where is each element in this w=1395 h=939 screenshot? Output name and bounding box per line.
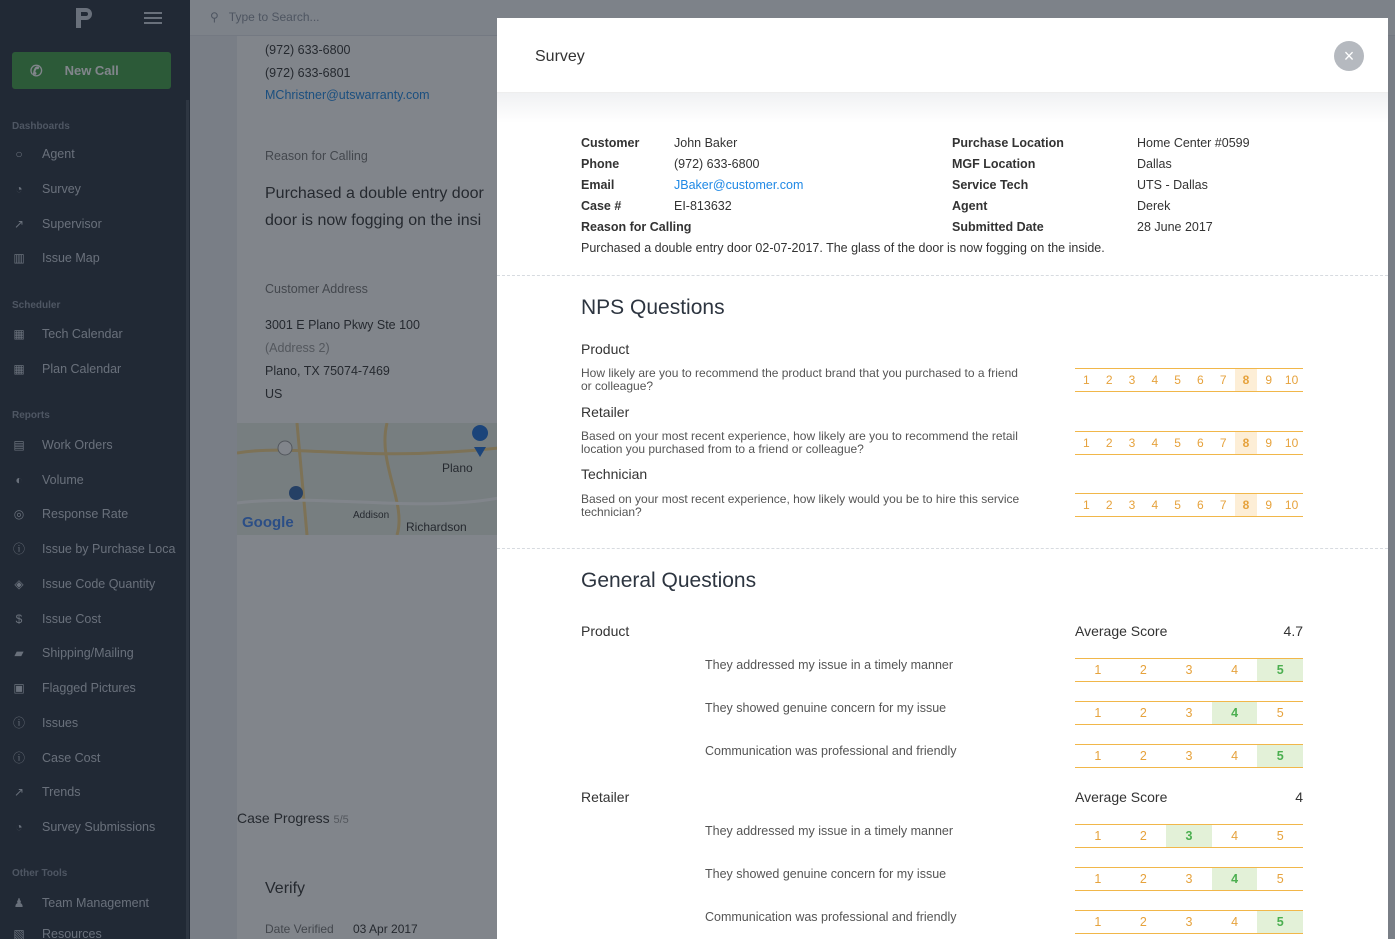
info-label-customer: Customer — [581, 136, 640, 150]
general-rating-option[interactable]: 4 — [1231, 829, 1239, 843]
nps-rating-option[interactable]: 9 — [1265, 498, 1273, 512]
average-score-value: 4.7 — [1283, 623, 1303, 639]
general-question-text: They addressed my issue in a timely manner — [705, 658, 954, 672]
general-section-title: General Questions — [581, 569, 757, 592]
general-rating-option[interactable]: 3 — [1185, 706, 1193, 720]
info-value-customer: John Baker — [674, 136, 738, 150]
nps-rating-option[interactable]: 6 — [1197, 498, 1204, 512]
general-group-label: Retailer — [581, 789, 630, 805]
general-group-label: Product — [581, 623, 630, 639]
general-rating-option[interactable]: 2 — [1139, 749, 1147, 763]
info-label-reason: Reason for Calling — [581, 220, 692, 234]
section-divider — [497, 548, 1388, 549]
general-rating-option[interactable]: 5 — [1257, 745, 1303, 767]
question-line: technician? — [581, 505, 642, 519]
nps-rating-scale — [1075, 493, 1303, 517]
average-score — [1075, 623, 1303, 639]
nps-rating-option[interactable]: 1 — [1083, 373, 1090, 387]
general-question-text: They showed genuine concern for my issue — [705, 867, 947, 881]
average-score-value: 4 — [1295, 789, 1303, 805]
general-rating-option[interactable]: 4 — [1212, 702, 1258, 724]
average-score — [1075, 789, 1303, 805]
general-rating-option[interactable]: 2 — [1139, 872, 1147, 886]
question-line: Based on your most recent experience, how likely would you be to hire this service — [581, 492, 1020, 506]
info-value-agent: Derek — [1137, 199, 1171, 213]
nps-question-text — [581, 430, 1061, 456]
nps-question-label: Product — [581, 341, 630, 357]
general-question-text: They addressed my issue in a timely manner — [705, 824, 954, 838]
general-rating-option[interactable]: 4 — [1231, 915, 1239, 929]
general-rating-option[interactable]: 4 — [1231, 663, 1239, 677]
info-value-phone: (972) 633-6800 — [674, 157, 760, 171]
general-rating-option[interactable]: 3 — [1185, 663, 1193, 677]
info-value-purchase-location: Home Center #0599 — [1137, 136, 1250, 150]
general-rating-option[interactable]: 1 — [1094, 706, 1102, 720]
nps-rating-option[interactable]: 8 — [1235, 432, 1258, 454]
general-rating-scale — [1075, 910, 1303, 934]
nps-rating-option[interactable]: 10 — [1284, 498, 1299, 512]
general-rating-option[interactable]: 2 — [1139, 706, 1147, 720]
nps-rating-option[interactable]: 1 — [1083, 436, 1090, 450]
general-rating-option[interactable]: 3 — [1185, 872, 1193, 886]
info-value-submitted-date: 28 June 2017 — [1137, 220, 1213, 234]
general-rating-option[interactable]: 5 — [1276, 706, 1284, 720]
general-rating-option[interactable]: 1 — [1094, 663, 1102, 677]
nps-question-label: Retailer — [581, 404, 630, 420]
nps-rating-option[interactable]: 5 — [1174, 373, 1181, 387]
general-rating-option[interactable]: 2 — [1139, 663, 1147, 677]
info-label-case-: Case # — [581, 199, 622, 213]
general-question-text: They showed genuine concern for my issue — [705, 701, 947, 715]
general-rating-option[interactable]: 1 — [1094, 872, 1102, 886]
general-rating-option[interactable]: 2 — [1139, 915, 1147, 929]
question-line: How likely are you to recommend the product brand that you purchased to a friend — [581, 366, 1018, 380]
nps-rating-option[interactable]: 7 — [1219, 436, 1227, 450]
general-rating-option[interactable]: 2 — [1139, 829, 1147, 843]
info-value-mgf-location: Dallas — [1137, 157, 1172, 171]
nps-rating-option[interactable]: 10 — [1284, 436, 1299, 450]
info-value-service-tech: UTS - Dallas — [1137, 178, 1208, 192]
general-rating-option[interactable]: 4 — [1212, 868, 1258, 890]
info-value-reason: Purchased a double entry door 02-07-2017. The glass of the door is now fogging on the inside. — [581, 241, 1105, 255]
question-line: or colleague? — [581, 379, 654, 393]
general-rating-option[interactable]: 5 — [1257, 911, 1303, 933]
nps-rating-option[interactable]: 5 — [1174, 498, 1181, 512]
nps-section-title: NPS Questions — [581, 296, 725, 319]
info-label-mgf-location: MGF Location — [952, 157, 1036, 171]
general-rating-scale — [1075, 744, 1303, 768]
general-rating-option[interactable]: 3 — [1185, 915, 1193, 929]
nps-rating-option[interactable]: 7 — [1219, 373, 1227, 387]
general-rating-option[interactable]: 3 — [1185, 749, 1193, 763]
nps-rating-option[interactable]: 2 — [1105, 373, 1113, 387]
nps-rating-option[interactable]: 5 — [1174, 436, 1181, 450]
close-button[interactable]: × — [1334, 41, 1364, 71]
info-label-email: Email — [581, 178, 615, 192]
nps-rating-option[interactable]: 10 — [1284, 373, 1299, 387]
general-question-text: Communication was professional and friendly — [705, 910, 957, 924]
general-rating-option[interactable]: 5 — [1276, 872, 1284, 886]
nps-rating-option[interactable]: 2 — [1105, 436, 1113, 450]
nps-rating-option[interactable]: 4 — [1151, 498, 1159, 512]
info-label-agent: Agent — [952, 199, 988, 213]
nps-rating-option[interactable]: 9 — [1265, 436, 1273, 450]
question-line: Based on your most recent experience, how likely are you to recommend the retail — [581, 429, 1018, 443]
nps-question-text — [581, 493, 1061, 519]
general-question-text: Communication was professional and friendly — [705, 744, 957, 758]
general-rating-scale — [1075, 701, 1303, 725]
info-label-service-tech: Service Tech — [952, 178, 1029, 192]
nps-question-text — [581, 367, 1061, 393]
nps-rating-option[interactable]: 8 — [1235, 494, 1258, 516]
header-shadow — [497, 93, 1388, 123]
info-label-submitted-date: Submitted Date — [952, 220, 1044, 234]
nps-rating-option[interactable]: 4 — [1151, 373, 1159, 387]
nps-rating-option[interactable]: 8 — [1235, 369, 1258, 391]
average-score-label: Average Score — [1075, 789, 1168, 805]
section-divider — [497, 275, 1388, 276]
nps-rating-option[interactable]: 3 — [1128, 436, 1136, 450]
nps-question-label: Technician — [581, 466, 648, 482]
general-rating-option[interactable]: 4 — [1231, 749, 1239, 763]
general-rating-option[interactable]: 1 — [1094, 749, 1102, 763]
nps-rating-option[interactable]: 3 — [1128, 373, 1136, 387]
general-rating-scale — [1075, 658, 1303, 682]
general-rating-option[interactable]: 1 — [1094, 915, 1102, 929]
nps-rating-option[interactable]: 6 — [1197, 436, 1204, 450]
general-rating-option[interactable]: 5 — [1276, 829, 1284, 843]
nps-rating-option[interactable]: 9 — [1265, 373, 1273, 387]
nps-rating-scale — [1075, 368, 1303, 392]
nps-rating-scale — [1075, 431, 1303, 455]
modal-header — [497, 18, 1388, 93]
survey-modal — [497, 18, 1388, 939]
general-rating-option[interactable]: 1 — [1094, 829, 1102, 843]
nps-rating-option[interactable]: 1 — [1083, 498, 1090, 512]
question-line: location you purchased from to a friend or colleague? — [581, 442, 864, 456]
info-label-purchase-location: Purchase Location — [952, 136, 1064, 150]
general-rating-option[interactable]: 5 — [1257, 659, 1303, 681]
nps-rating-option[interactable]: 2 — [1105, 498, 1113, 512]
average-score-label: Average Score — [1075, 623, 1168, 639]
modal-title: Survey — [535, 48, 585, 65]
nps-rating-option[interactable]: 4 — [1151, 436, 1159, 450]
customer-email-link[interactable]: JBaker@customer.com — [674, 178, 804, 192]
general-rating-option[interactable]: 3 — [1166, 825, 1212, 847]
nps-rating-option[interactable]: 6 — [1197, 373, 1204, 387]
info-value-case-: EI-813632 — [674, 199, 732, 213]
nps-rating-option[interactable]: 7 — [1219, 498, 1227, 512]
info-label-phone: Phone — [581, 157, 620, 171]
general-rating-scale — [1075, 824, 1303, 848]
nps-rating-option[interactable]: 3 — [1128, 498, 1136, 512]
general-rating-scale — [1075, 867, 1303, 891]
